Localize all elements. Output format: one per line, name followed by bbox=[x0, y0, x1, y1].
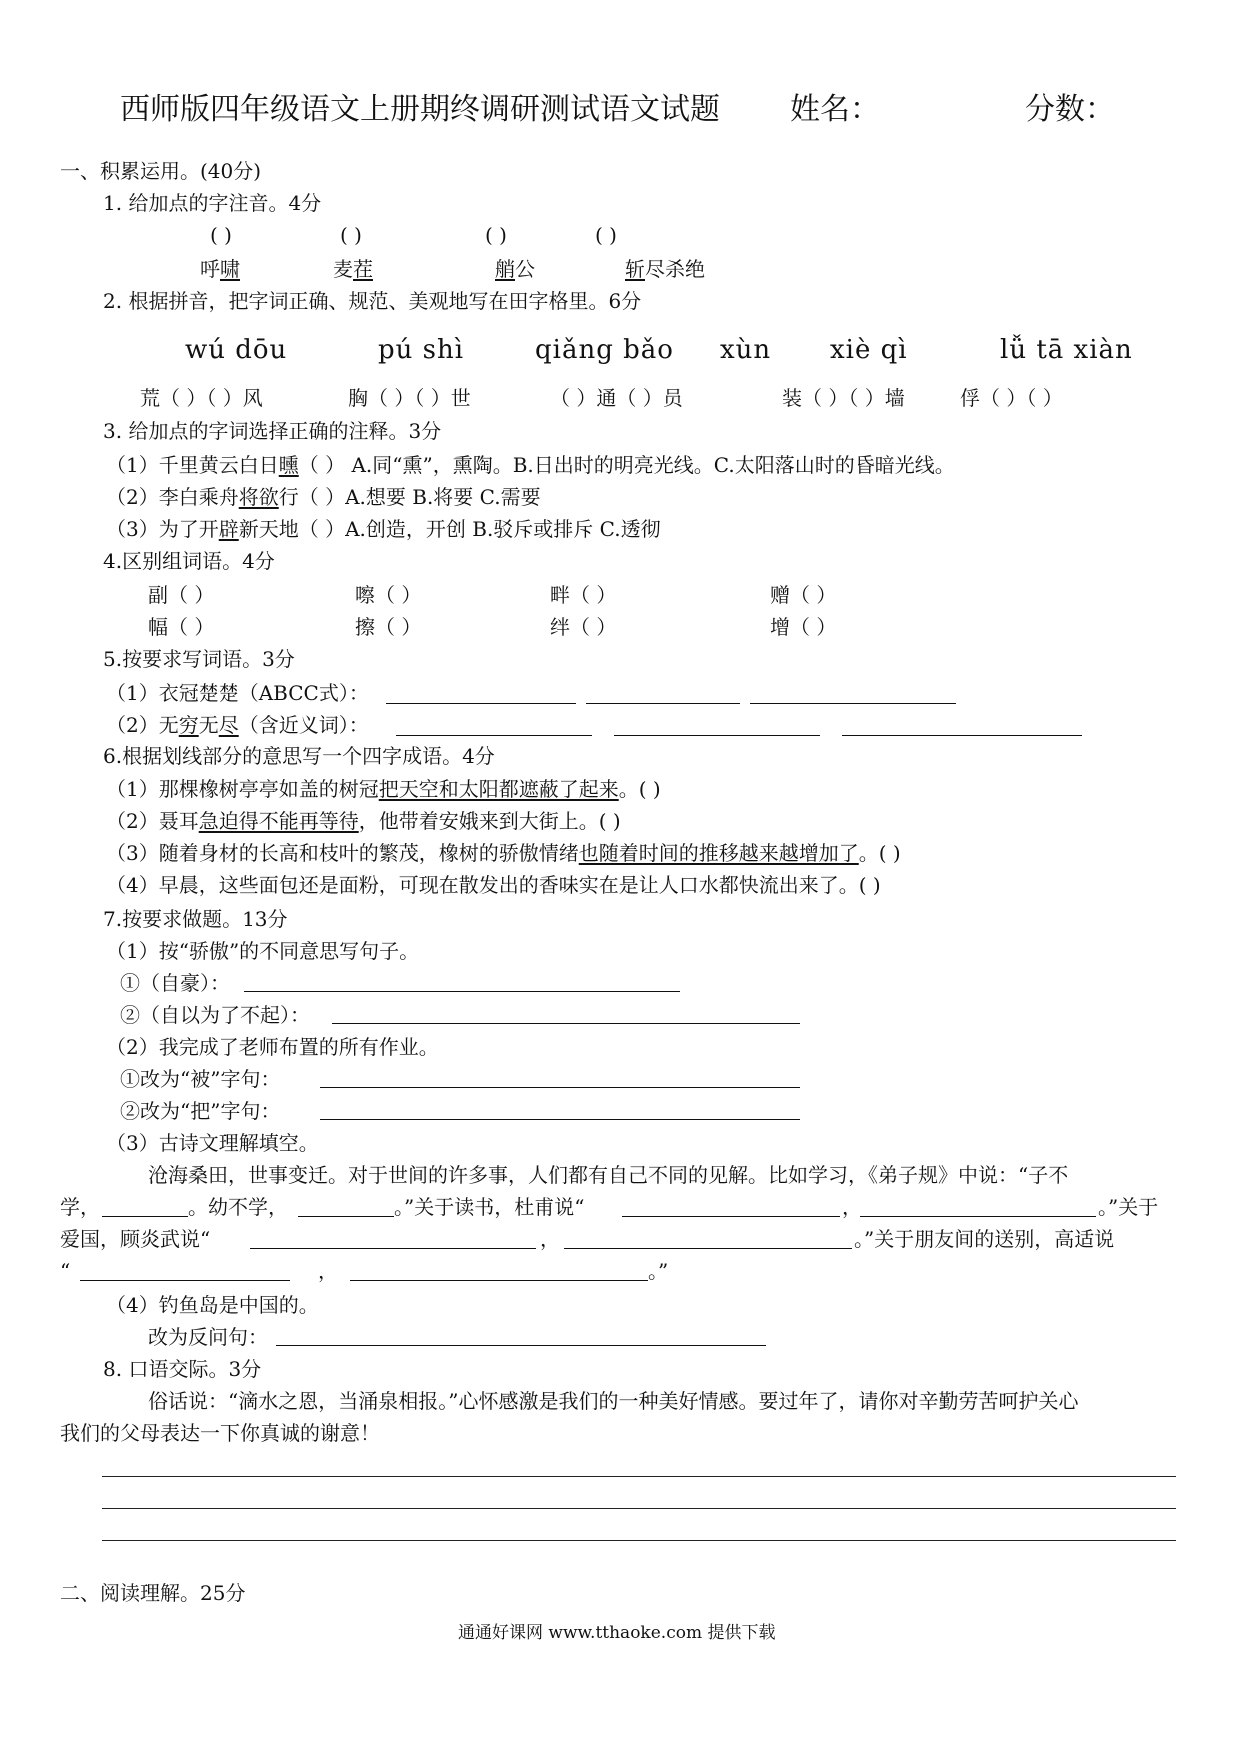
q7-p3-blank-4[interactable] bbox=[860, 1216, 1096, 1217]
q5-2-blank-2[interactable] bbox=[614, 735, 820, 736]
q5-1-blank-1[interactable] bbox=[386, 703, 576, 704]
q7-p3-l3b: ， bbox=[540, 1227, 560, 1251]
q5-heading: 5.按要求写词语。3分 bbox=[103, 647, 295, 671]
q3-item-2: （2）李白乘舟将欲行（ ）A.想要 B.将要 C.需要 bbox=[106, 485, 541, 509]
q3-item-3: （3）为了开辟新天地（ ）A.创造，开创 B.驳斥或排斥 C.透彻 bbox=[106, 517, 661, 541]
q2-box-4: 装（ ）（ ）墙 bbox=[782, 386, 905, 410]
q7-p3-blank-6[interactable] bbox=[564, 1248, 852, 1249]
q2-box-1: 荒（ ）（ ）风 bbox=[140, 386, 263, 410]
q7-p1a: ①（自豪）： bbox=[120, 971, 230, 995]
q2-pinyin-1: wú dōu bbox=[185, 335, 288, 365]
q7-p3-l4a: “ bbox=[60, 1259, 71, 1283]
q5-item-2-label: （2）无穷无尽（含近义词）： bbox=[106, 713, 369, 737]
q7-p3-l2e: 。”关于 bbox=[1098, 1195, 1159, 1219]
q7-p2b-blank[interactable] bbox=[320, 1119, 800, 1120]
q7-p2b: ②改为“把”字句： bbox=[120, 1099, 281, 1123]
q7-p3: （3）古诗文理解填空。 bbox=[106, 1131, 319, 1155]
q8-answer-line-2[interactable] bbox=[102, 1508, 1176, 1509]
q7-p3-blank-5[interactable] bbox=[250, 1248, 536, 1249]
q4-r1-3: 畔（ ） bbox=[550, 583, 617, 607]
q6-item-4: （4）早晨，这些面包还是面粉，可现在散发出的香味实在是让人口水都快流出来了。( ) bbox=[106, 873, 881, 897]
q7-p3-l4b: ， bbox=[318, 1259, 338, 1283]
q3-item-1: （1）千里黄云白日曛（ ） A.同“熏”，熏陶。B.日出时的明亮光线。C.太阳落山时的昏暗光线。 bbox=[106, 453, 955, 477]
q5-item-1-label: （1）衣冠楚楚（ABCC式）： bbox=[106, 681, 369, 705]
page-footer: 通通好课网 www.tthaoke.com 提供下载 bbox=[458, 1623, 776, 1643]
q8-answer-line-1[interactable] bbox=[102, 1476, 1176, 1477]
q7-p3-l2d: ， bbox=[842, 1195, 862, 1219]
q7-p4a: 改为反问句： bbox=[148, 1325, 268, 1349]
q4-r2-2: 擦（ ） bbox=[355, 615, 422, 639]
q1-word-3: 艄公 bbox=[495, 257, 535, 281]
q8-heading: 8. 口语交际。3分 bbox=[103, 1357, 262, 1381]
q2-pinyin-6: lǚ tā xiàn bbox=[1000, 335, 1133, 365]
q6-heading: 6.根据划线部分的意思写一个四字成语。4分 bbox=[103, 744, 495, 768]
q7-p4: （4）钓鱼岛是中国的。 bbox=[106, 1293, 319, 1317]
q2-pinyin-2: pú shì bbox=[378, 335, 465, 365]
q7-p3-l3c: 。”关于朋友间的送别，高适说 bbox=[854, 1227, 1115, 1251]
q7-p3-blank-3[interactable] bbox=[622, 1216, 840, 1217]
score-label: 分数： bbox=[1025, 92, 1115, 127]
section1-heading: 一、积累运用。(40分) bbox=[60, 159, 262, 183]
q4-r2-3: 绊（ ） bbox=[550, 615, 617, 639]
q1-paren-2: ( ) bbox=[340, 223, 362, 247]
q7-p1b: ②（自以为了不起）： bbox=[120, 1003, 310, 1027]
q6-item-2: （2）聂耳急迫得不能再等待，他带着安娥来到大街上。( ) bbox=[106, 809, 621, 833]
q6-item-3: （3）随着身材的长高和枝叶的繁茂，橡树的骄傲情绪也随着时间的推移越来越增加了。( ) bbox=[106, 841, 901, 865]
q8-answer-line-3[interactable] bbox=[102, 1540, 1176, 1541]
q5-2-blank-3[interactable] bbox=[842, 735, 1082, 736]
q2-pinyin-5: xiè qì bbox=[830, 335, 908, 365]
q1-word-4: 斩尽杀绝 bbox=[625, 257, 705, 281]
q4-heading: 4.区别组词语。4分 bbox=[103, 549, 275, 573]
q2-pinyin-4: xùn bbox=[720, 335, 772, 365]
q6-item-1: （1）那棵橡树亭亭如盖的树冠把天空和太阳都遮蔽了起来。( ) bbox=[106, 777, 661, 801]
q1-word-1: 呼啸 bbox=[200, 257, 240, 281]
q7-p3-blank-1[interactable] bbox=[102, 1216, 188, 1217]
q7-p1b-blank[interactable] bbox=[332, 1023, 800, 1024]
q2-box-2: 胸（ ）（ ）世 bbox=[348, 386, 471, 410]
q7-p3-l4c: 。” bbox=[648, 1259, 669, 1283]
q8-line1: 俗话说：“滴水之恩，当涌泉相报。”心怀感激是我们的一种美好情感。要过年了，请你对辛勤劳苦呵护关心 bbox=[148, 1389, 1079, 1413]
q7-p3-l2a: 学， bbox=[60, 1195, 100, 1219]
q7-p2a-blank[interactable] bbox=[320, 1087, 800, 1088]
q8-line2: 我们的父母表达一下你真诚的谢意！ bbox=[60, 1421, 380, 1445]
name-label: 姓名： bbox=[790, 92, 880, 127]
section2-heading: 二、阅读理解。25分 bbox=[60, 1581, 246, 1605]
q7-p3-blank-7[interactable] bbox=[80, 1280, 290, 1281]
q7-p3-l3a: 爱国，顾炎武说“ bbox=[60, 1227, 211, 1251]
q4-r2-4: 增（ ） bbox=[770, 615, 837, 639]
q1-paren-1: ( ) bbox=[210, 223, 232, 247]
q1-paren-3: ( ) bbox=[485, 223, 507, 247]
q3-heading: 3. 给加点的字词选择正确的注释。3分 bbox=[103, 419, 442, 443]
q1-word-2: 麦茬 bbox=[333, 257, 373, 281]
q7-p1: （1）按“骄傲”的不同意思写句子。 bbox=[106, 939, 420, 963]
q2-box-3: （ ）通（ ）员 bbox=[550, 386, 683, 410]
q2-pinyin-3: qiǎng bǎo bbox=[535, 335, 674, 365]
q7-p3-l2c: 。”关于读书，杜甫说“ bbox=[394, 1195, 585, 1219]
q7-p3-l2b: 。幼不学， bbox=[188, 1195, 288, 1219]
page-title: 西师版四年级语文上册期终调研测试语文试题 bbox=[120, 92, 720, 127]
q1-paren-4: ( ) bbox=[595, 223, 617, 247]
q7-p4a-blank[interactable] bbox=[276, 1345, 766, 1346]
q4-r2-1: 幅（ ） bbox=[148, 615, 215, 639]
q5-1-blank-3[interactable] bbox=[750, 703, 956, 704]
q5-1-blank-2[interactable] bbox=[586, 703, 740, 704]
q2-heading: 2. 根据拼音，把字词正确、规范、美观地写在田字格里。6分 bbox=[103, 289, 642, 313]
q5-2-blank-1[interactable] bbox=[396, 735, 592, 736]
q7-p3-line1: 沧海桑田，世事变迁。对于世间的许多事，人们都有自己不同的见解。比如学习，《弟子规》中说：“子不 bbox=[148, 1163, 1069, 1187]
q4-r1-1: 副（ ） bbox=[148, 583, 215, 607]
q1-heading: 1. 给加点的字注音。4分 bbox=[103, 191, 322, 215]
q7-p1a-blank[interactable] bbox=[244, 991, 680, 992]
q4-r1-4: 赠（ ） bbox=[770, 583, 837, 607]
q7-p2a: ①改为“被”字句： bbox=[120, 1067, 281, 1091]
q7-p3-blank-8[interactable] bbox=[350, 1280, 648, 1281]
q4-r1-2: 嚓（ ） bbox=[355, 583, 422, 607]
q2-box-5: 俘（ ）（ ） bbox=[960, 386, 1063, 410]
q7-heading: 7.按要求做题。13分 bbox=[103, 907, 288, 931]
q7-p3-blank-2[interactable] bbox=[298, 1216, 394, 1217]
q7-p2: （2）我完成了老师布置的所有作业。 bbox=[106, 1035, 439, 1059]
